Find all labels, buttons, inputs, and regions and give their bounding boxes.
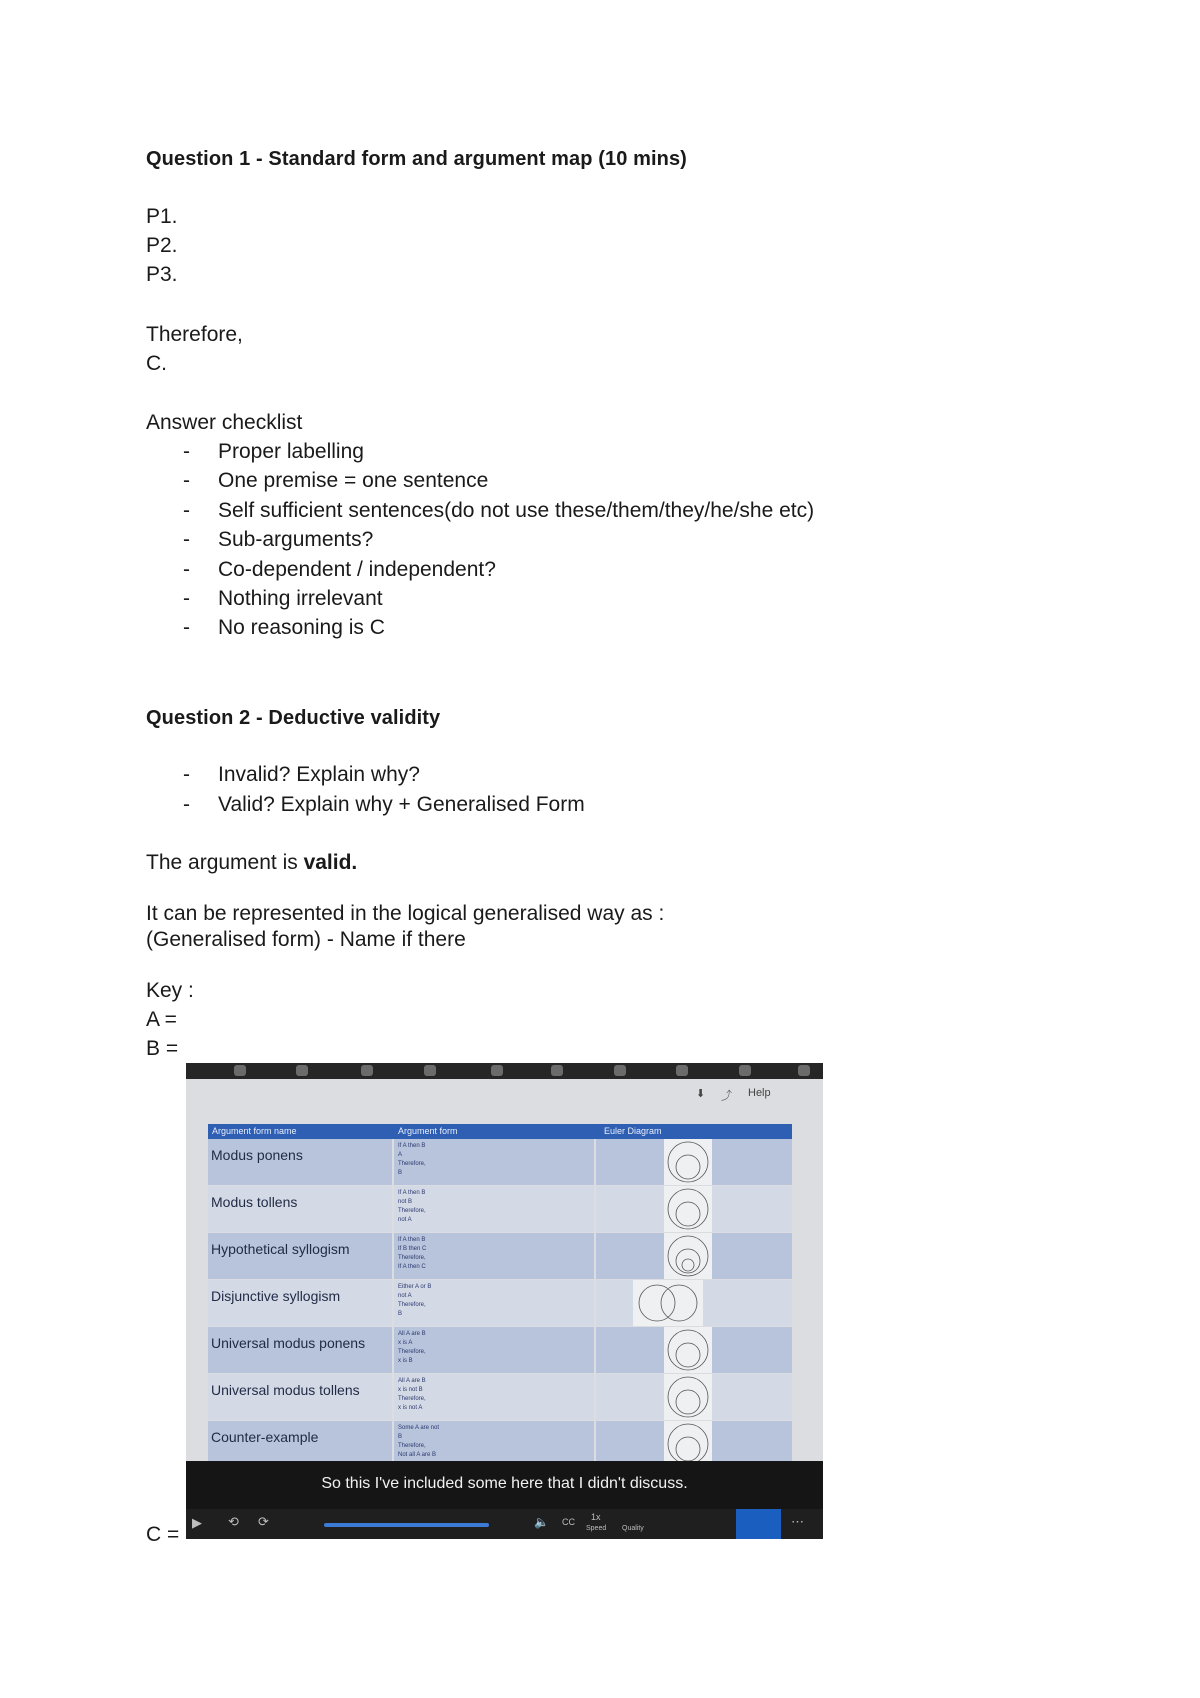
premise-1: P1.: [146, 205, 178, 228]
volume-icon: 🔈: [534, 1515, 549, 1529]
argument-form-name: Modus tollens: [211, 1194, 298, 1210]
play-icon: ▶: [192, 1515, 202, 1530]
euler-diagram: [664, 1327, 712, 1373]
table-row: [208, 1327, 792, 1374]
argument-form-name: Disjunctive syllogism: [211, 1288, 341, 1304]
captions-icon: CC: [562, 1517, 575, 1527]
euler-circles: [664, 1374, 712, 1420]
argument-form: Either A or B not A Therefore, B: [398, 1284, 432, 1317]
argument-form: If A then B not B Therefore, not A: [398, 1190, 426, 1223]
app-icon: [739, 1065, 751, 1076]
argument-form: If A then B A Therefore, B: [398, 1143, 426, 1176]
key-c: C =: [146, 1523, 180, 1546]
euler-circles: [664, 1139, 712, 1185]
euler-circle: [639, 1285, 675, 1321]
euler-circle: [668, 1424, 708, 1464]
euler-circle: [682, 1259, 694, 1271]
table-row: [208, 1280, 792, 1327]
key-title: Key :: [146, 979, 194, 1002]
euler-circle: [668, 1142, 708, 1182]
representation-line: It can be represented in the logical generalised way as :: [146, 902, 665, 925]
help-menu: Help: [748, 1087, 771, 1099]
key-a: A =: [146, 1008, 177, 1031]
key-b: B =: [146, 1037, 179, 1060]
app-icon: [234, 1065, 246, 1076]
app-icon: [491, 1065, 503, 1076]
list-dash: -: [183, 528, 190, 551]
premise-3: P3.: [146, 263, 178, 286]
app-icon: [424, 1065, 436, 1076]
table-row: [208, 1139, 792, 1186]
euler-diagram: [664, 1139, 712, 1185]
euler-diagram: [664, 1374, 712, 1420]
rewind-icon: ⟲: [228, 1514, 239, 1529]
euler-circle: [676, 1343, 700, 1367]
app-icon: [614, 1065, 626, 1076]
app-icon: [798, 1065, 810, 1076]
q1-heading: Question 1 - Standard form and argument map (10 mins): [146, 148, 687, 170]
argument-form: If A then B If B then C Therefore, If A then C: [398, 1237, 427, 1270]
q2-heading: Question 2 - Deductive validity: [146, 707, 441, 729]
list-dash: -: [183, 558, 190, 581]
quality-label: Quality: [622, 1525, 644, 1532]
table-row: [208, 1233, 792, 1280]
conclusion-label: C.: [146, 352, 167, 375]
euler-diagram: [664, 1186, 712, 1232]
list-dash: -: [183, 499, 190, 522]
argument-forms-table: [208, 1124, 792, 1468]
euler-circle: [676, 1202, 700, 1226]
euler-circles: [633, 1280, 703, 1326]
download-icon: ⬇: [696, 1088, 706, 1100]
video-controls: [186, 1509, 823, 1539]
app-icon: [676, 1065, 688, 1076]
euler-circle: [676, 1437, 700, 1461]
list-dash: -: [183, 616, 190, 639]
argument-form: Some A are not B Therefore, Not all A are B: [398, 1425, 440, 1458]
speed-value: 1x: [591, 1512, 601, 1522]
argument-form: All A are B x is not B Therefore, x is not A: [398, 1378, 426, 1411]
euler-circle: [668, 1330, 708, 1370]
list-dash: -: [183, 587, 190, 610]
therefore-label: Therefore,: [146, 323, 243, 346]
embedded-screenshot: [186, 1063, 823, 1539]
app-icon: [361, 1065, 373, 1076]
speed-label: Speed: [586, 1525, 607, 1532]
progress-bar: [324, 1523, 489, 1527]
euler-circles: [664, 1233, 712, 1279]
euler-circle: [676, 1155, 700, 1179]
list-dash: -: [183, 793, 190, 816]
argument-form-name: Hypothetical syllogism: [211, 1241, 350, 1257]
forward-icon: ⟳: [258, 1514, 269, 1529]
argument-form: All A are B x is A Therefore, x is B: [398, 1331, 426, 1364]
euler-circle: [668, 1377, 708, 1417]
argument-form-name: Universal modus ponens: [211, 1335, 366, 1351]
validity-statement: The argument is valid.: [146, 851, 358, 874]
share-icon: ⤴: [721, 1090, 732, 1102]
argument-form-name: Counter-example: [211, 1429, 319, 1445]
euler-circle: [668, 1189, 708, 1229]
generalised-form-line: (Generalised form) - Name if there: [146, 928, 466, 951]
lecture-slide: [186, 1079, 823, 1526]
argument-form-name: Universal modus tollens: [211, 1382, 360, 1398]
euler-diagram: [633, 1280, 703, 1326]
euler-diagram: [664, 1233, 712, 1279]
app-icon: [296, 1065, 308, 1076]
euler-circle: [676, 1390, 700, 1414]
list-dash: -: [183, 440, 190, 463]
taskbar: [186, 1063, 823, 1079]
table-row: [208, 1374, 792, 1421]
list-dash: -: [183, 763, 190, 786]
document-page: Question 1 - Standard form and argument map (10 mins) P1. P2. P3. Therefore, C. Answer checklist - Proper labelling - One premise = one sentence - Self sufficient sentences(do not use these/them/they/he/she etc) - Sub-arguments? - Co-dependent / independent? - Nothing irrelevant - No reasoning is C Question 2 - Deductive validity - Invalid? Explain why? - Valid? Explain why + Generalised Form The argument is valid. It can be represented in the logical generalised way as : (Generalised form) - Name if there Key : A = B = C = ⬇ ⤴ Help Argument form name Argument form Euler Diagram Modus ponens If A then B A Therefore, B Modus tollens If A then B not B Therefore, not A Hypothetical syllogism If A then B If B then C Therefore, If A then C Disjunctive syllogism Either A or B not A Therefore, B Universal modus ponens All A are B x is A Therefore, x is B Universal modus tollens All A are B x is not B Therefore, x is not A Counter-example Some A are not B Therefore, Not all A are B So this I've included some here that I didn't discuss. ▶ ⟲ ⟳ 🔈 CC 1x Speed Quality ⋯: [0, 0, 1200, 1698]
table-header: Argument form name Argument form Euler Diagram: [208, 1124, 792, 1139]
euler-circle: [676, 1249, 700, 1273]
camera-selected: [736, 1509, 781, 1539]
argument-form-name: Modus ponens: [211, 1147, 303, 1163]
premise-2: P2.: [146, 234, 178, 257]
euler-circle: [661, 1285, 697, 1321]
app-icon: [551, 1065, 563, 1076]
more-icon: ⋯: [791, 1514, 804, 1529]
euler-circles: [664, 1327, 712, 1373]
video-caption: So this I've included some here that I didn't discuss.: [186, 1461, 823, 1509]
valid-word: valid.: [303, 851, 358, 874]
table-row: [208, 1186, 792, 1233]
checklist-title: Answer checklist: [146, 411, 303, 434]
list-dash: -: [183, 469, 190, 492]
euler-circles: [664, 1186, 712, 1232]
euler-circle: [668, 1236, 708, 1276]
